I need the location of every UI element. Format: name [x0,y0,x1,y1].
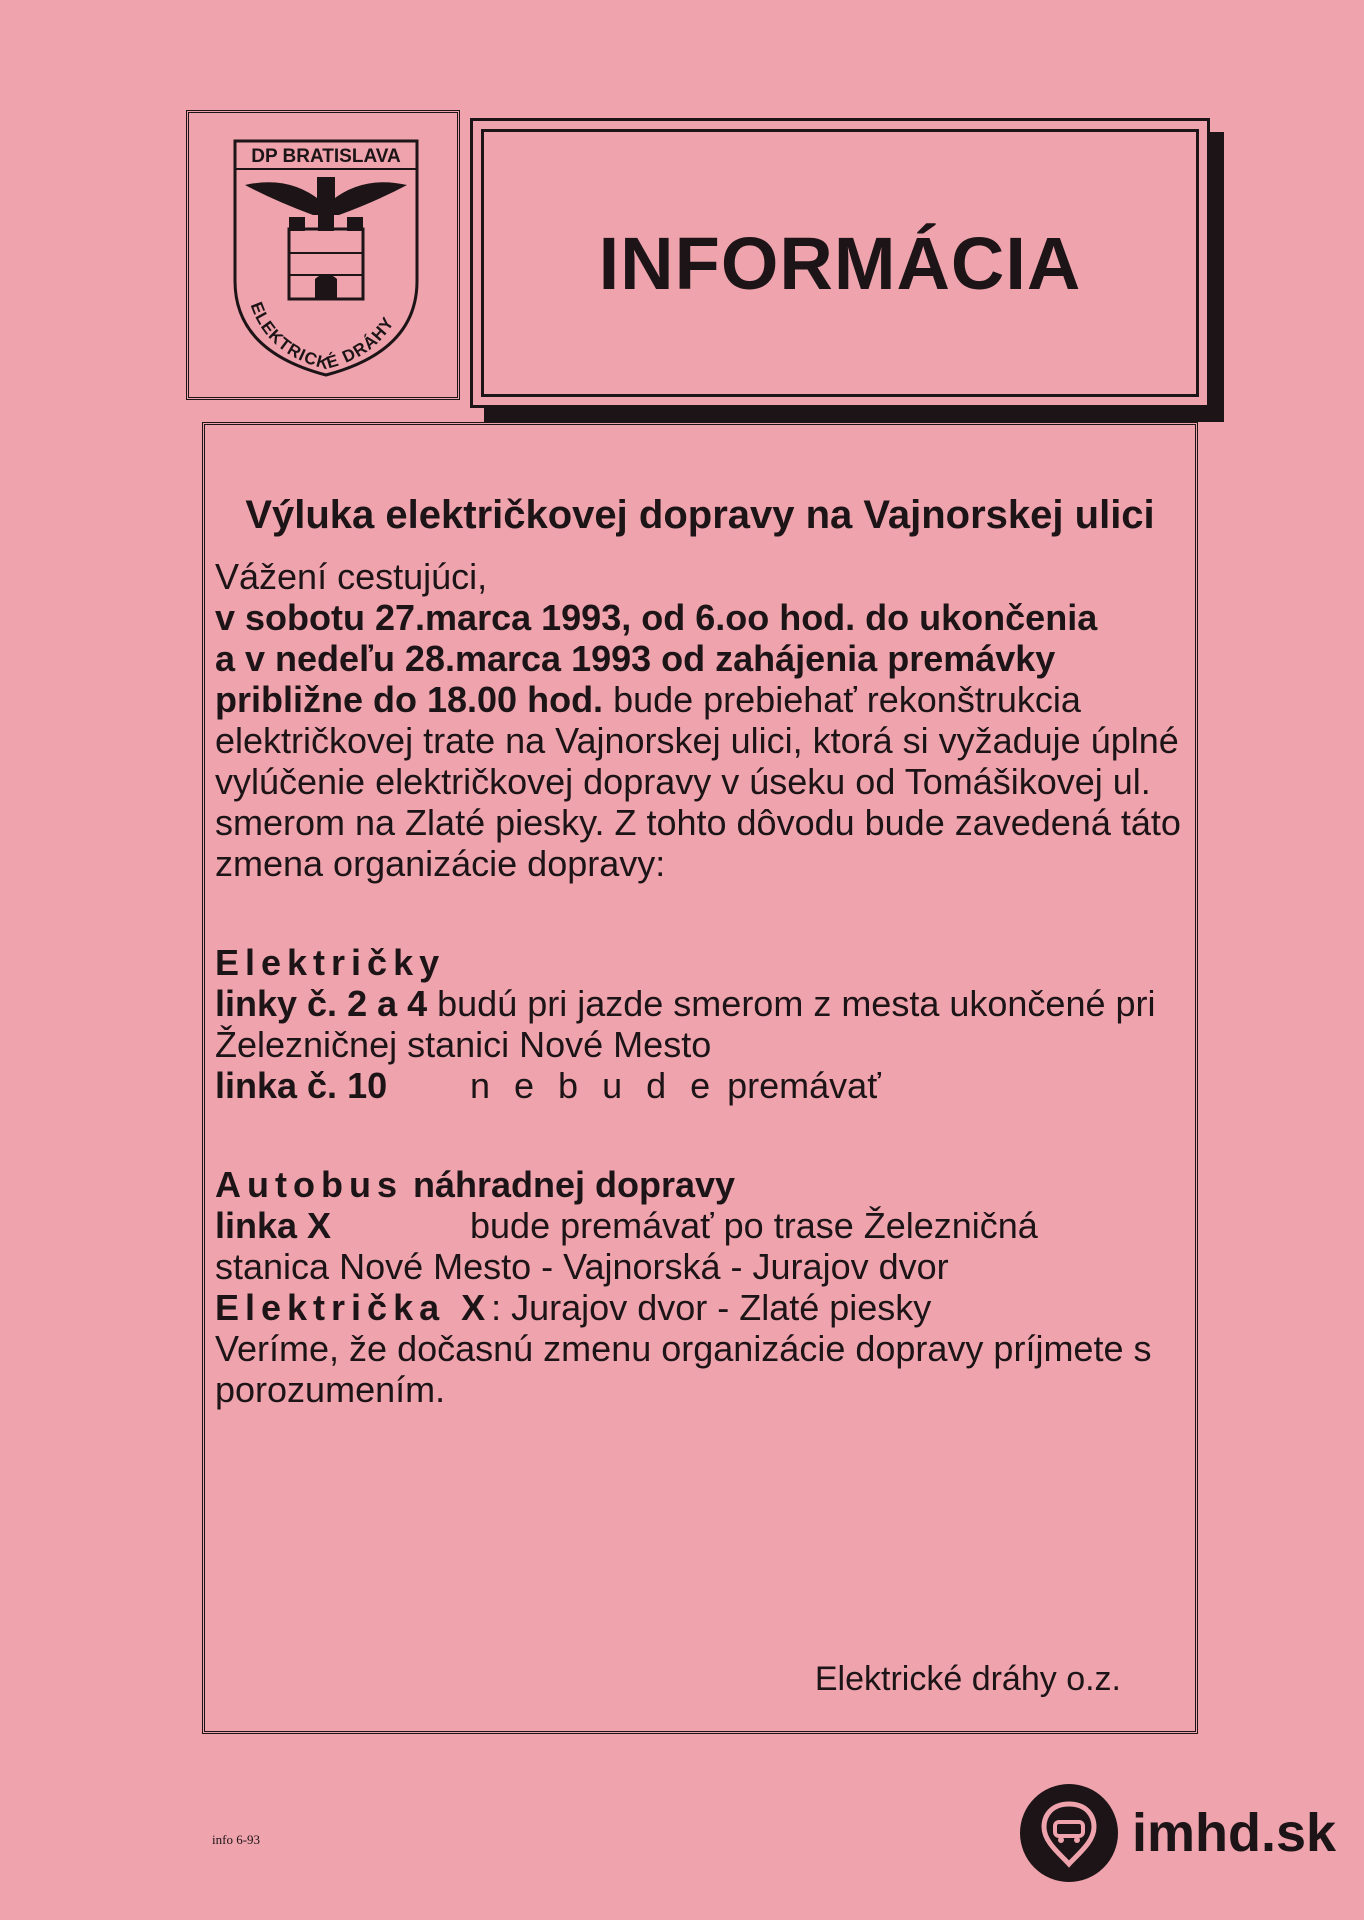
bus-heading-spaced: Autobus [215,1164,403,1205]
tram-line-10 [215,1065,1185,1106]
dp-bratislava-logo [186,110,460,400]
coat-of-arms-icon [189,113,457,397]
logo-arc-text: ELEKTRICKÉ DRÁHY [246,299,398,374]
line-10-status-rest: premávať [717,1065,881,1106]
greeting: Vážení cestujúci, [215,556,488,597]
title-box [470,118,1210,408]
signature: Elektrické dráhy o.z. [814,1660,1121,1698]
closing-text: Veríme, že dočasnú zmenu organizácie dopravy príjmete s porozumením. [215,1328,1152,1410]
notice-body [202,422,1198,1734]
logo-top-text: DP BRATISLAVA [251,146,401,167]
line-x-label: linka X [215,1205,332,1246]
bus-heading [215,1164,1185,1205]
line-10-status: n e b u d e [470,1065,718,1106]
line-x-route: stanica Nové Mesto - Vajnorská - Jurajov dvor [215,1246,949,1287]
line-x-text: bude premávať po trase Železničná [470,1205,1038,1246]
page-title: INFORMÁCIA [598,221,1082,305]
lead-paragraph [215,597,1185,884]
bus-heading-rest: náhradnej dopravy [402,1164,736,1205]
imhd-logo-icon [1020,1784,1118,1882]
lead-line-3: približne do 18.00 hod. [215,679,604,720]
imhd-brand[interactable] [1020,1784,1336,1882]
bus-line-x [215,1205,1185,1246]
line-2-4-text: budú pri jazde smerom z mesta ukončené pri Železničnej stanici Nové Mesto [215,983,1156,1065]
brand-name: imhd.sk [1132,1803,1337,1863]
tram-x-text: : Jurajov dvor - Zlaté piesky [491,1287,932,1328]
trams-heading: Električky [215,942,446,983]
footer-code: info 6-93 [212,1832,261,1847]
tram-x [215,1287,1185,1328]
lead-line-1: v sobotu 27.marca 1993, od 6.oo hod. do ukončenia [215,597,1098,638]
line-2-4-label: linky č. 2 a 4 [215,983,428,1024]
lead-line-2: a v nedeľu 28.marca 1993 od zahájenia premávky [215,638,1056,679]
tram-x-label: Električka X [215,1287,492,1328]
line-10-label: linka č. 10 [215,1065,388,1106]
svg-text:ELEKTRICKÉ DRÁHY [247,299,398,373]
lead-tail: bude prebiehať rekonštrukcia električkovej trate na Vajnorskej ulici, ktorá si vyžaduje úplné vylúčenie električkovej dopravy v úseku od Tomášikovej ul. smerom na Zlaté piesky. Z tohto dôvodu bude zavedená táto zmena organizácie dopravy: [215,679,1181,884]
headline: Výluka električkovej dopravy na Vajnorskej ulici [245,493,1155,537]
tram-lines-2-4 [215,983,1185,1065]
